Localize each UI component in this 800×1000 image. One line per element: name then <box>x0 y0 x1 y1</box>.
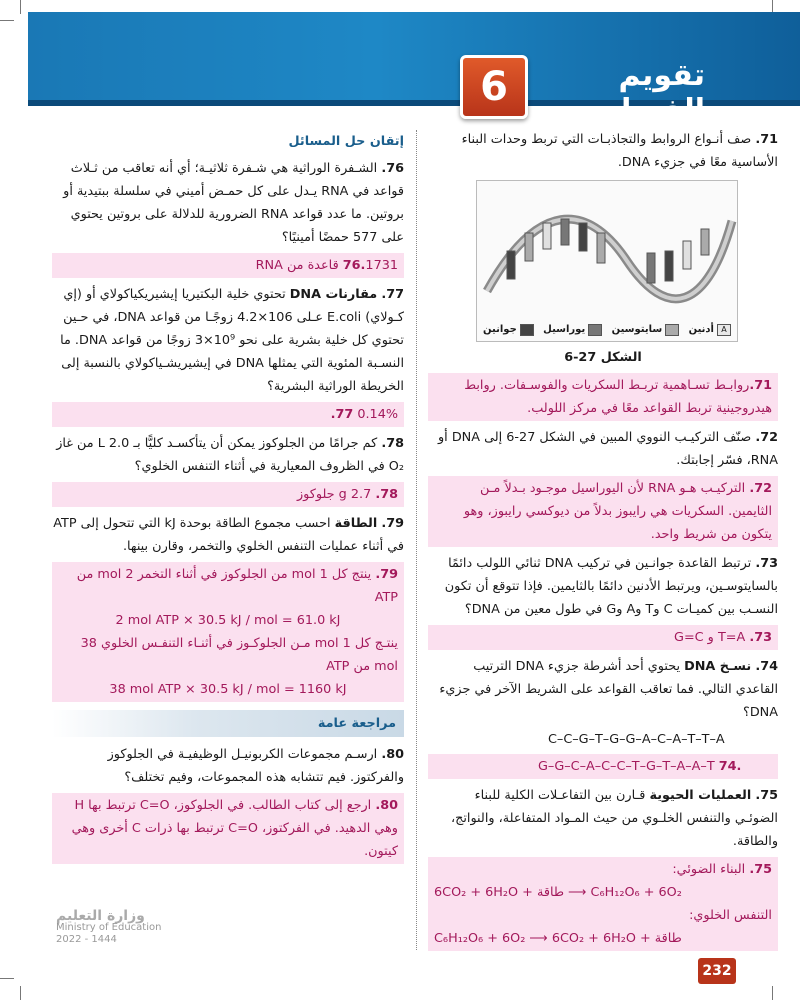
crop-mark <box>772 986 773 1000</box>
chapter-number-badge <box>460 55 528 119</box>
photosynthesis-equation: 6CO₂ + 6H₂O + طاقة ⟶ C₆H₁₂O₆ + 6O₂ <box>434 885 682 900</box>
crop-mark <box>20 0 21 14</box>
answer-77: 0.14% 77. <box>52 402 404 427</box>
crop-mark <box>20 986 21 1000</box>
page-title: تقويم الفصل <box>605 58 705 128</box>
section-heading: إتقان حل المسائل <box>288 134 404 149</box>
legend-cytosine: سايتوسين <box>612 323 680 337</box>
answer-74: G–G–C–A–C–C–T–G–T–A–A–T 74. <box>428 754 778 779</box>
legend-adenine: A أدنين <box>689 323 731 337</box>
question-77: 77. مقارنات DNA تحتوي خلية البكتيريا إيشيريكياكولاي أو (إي كـولاي) E.coli عـلى 106×4.2 زوجًـا من قواعد DNA، في حـين تحتوي كل خلية بشرية على نحو 10⁹×3 زوجًا من قواعد DNA. ما النسـبة المئوية التي يمثلها DNA في إيشيريشـياكولاي بالنسبة إلى الخريطة الوراثية البشرية؟ <box>60 287 404 394</box>
column-divider <box>416 130 417 950</box>
answer-76: 76.1731 قاعدة من RNA <box>52 253 404 278</box>
figure-legend <box>483 323 731 337</box>
question-75: 75. العمليات الحيوية قـارن بين التفاعـلات الكلية للبناء الضوئـي والتنفس الخلـوي من حيث المـواد المتفاعلة، والنواتج، والطاقة. <box>450 788 778 849</box>
answer-75: 75. البناء الضوئي: 6CO₂ + 6H₂O + طاقة ⟶ C₆H₁₂O₆ + 6O₂ التنفس الخلوي: C₆H₁₂O₆ + 6O₂ ⟶ 6CO₂ + 6H₂O + طاقة <box>428 857 778 951</box>
question-72: 72. صنّف التركيـب النووي المبين في الشكل 27-6 إلى DNA أو RNA، فسّر إجابتك. <box>438 430 778 468</box>
question-74: 74. نسـخ DNA يحتوي أحد أشرطة جزيء DNA الترتيب القاعدي التالي. فما تعاقب القواعد على الشريط الآخر في جزيء DNA؟ <box>439 659 778 720</box>
answer-72: 72. التركيـب هـو RNA لأن اليوراسيل موجـود بـدلاً مـن الثايمين. السكريات هي رايبوز بدلاً من ديوكسي رايبوز، وهو يتكون من شريط واحد. <box>428 476 778 547</box>
respiration-equation: C₆H₁₂O₆ + 6O₂ ⟶ 6CO₂ + 6H₂O + طاقة <box>434 931 682 946</box>
question-71: 71. صف أنـواع الروابط والتجاذبـات التي تربط وحدات البناء الأساسية معًا في جزيء DNA. <box>461 132 778 170</box>
dna-sequence: C–C–G–T–G–G–A–C–A–T–T–A <box>548 732 725 747</box>
crop-mark <box>0 978 14 979</box>
chapter-number: 6 <box>480 64 508 110</box>
answer-73: 73. T=A و G=C <box>428 625 778 650</box>
legend-uracil: يوراسيل <box>543 323 602 337</box>
general-review-heading: مراجعة عامة <box>52 710 404 737</box>
left-column <box>52 128 404 869</box>
question-73: 73. ترتبط القاعدة جوانـين في تركيب DNA ثنائي اللولب دائمًا بالسايتوسـين، ويرتبط الأدنين دائمًا بالثايمين. فإذا تتوقع أن تكون النسـب بين كميـات C وT وA وG في طول معين من DNA؟ <box>444 556 778 617</box>
answer-71: 71.روابـط تسـاهمية تربـط السكريات والفوسـفات. روابط هيدروجينية تربط القواعد معًا في مركز اللولب. <box>428 373 778 421</box>
answer-80: 80. ارجع إلى كتاب الطالب. في الجلوكوز، C=O ترتبط بها H وهي الدهيد. في الفركتوز، C=O ترتبط بها ذرات C أخرى وهي كيتون. <box>52 793 404 864</box>
right-column <box>428 128 778 956</box>
question-80: 80. ارسـم مجموعات الكربونيـل الوظيفيـة في الجلوكوز والفركتوز. فيم تتشابه هذه المجموعات، وفيم تختلف؟ <box>107 747 404 785</box>
figure-caption: الشكل 27-6 <box>564 350 642 365</box>
question-78: 78. كم جرامًا من الجلوكوز يمكن أن يتأكسـد كليًّا بـ L 2.0 من غاز O₂ في الظروف المعيارية في أثناء التنفس الخلوي؟ <box>56 436 404 474</box>
crop-mark <box>0 20 14 21</box>
page-number: 232 <box>698 958 736 984</box>
question-76: 76. الشـفرة الوراثية هي شـفرة ثلاثيـة؛ أي أنه تعاقب من ثـلاث قواعد في RNA يـدل على كل حمـض أميني في سلسلة ببتيدية أو بروتين. ما عدد قواعد RNA الضرورية للدلالة على بروتين يحتوي على 577 حمضًا أمينيًا؟ <box>63 161 404 245</box>
ministry-logo: وزارة التعليم Ministry of Education 2022 - 1444 <box>56 908 162 945</box>
answer-79: 79. ينتج كل 1 mol من الجلوكوز في أثناء التخمر 2 mol من ATP 2 mol ATP × 30.5 kJ / mol = 61.0 kJ ينتـج كل 1 mol مـن الجلوكـوز في أثنـاء التنفـس الخلوي 38 mol من ATP 38 mol ATP × 30.5 kJ / mol = 1160 kJ <box>52 562 404 702</box>
helix-illustration <box>477 181 737 321</box>
answer-78: 78. 2.7 g جلوكوز <box>52 482 404 507</box>
question-79: 79. الطاقة احسب مجموع الطاقة بوحدة kJ التي تتحول إلى ATP في أثناء عمليات التنفس الخلوي والتخمر، وقارن بينها. <box>53 516 404 554</box>
legend-guanine: جوانين <box>483 323 534 337</box>
rna-helix-figure <box>476 180 738 342</box>
